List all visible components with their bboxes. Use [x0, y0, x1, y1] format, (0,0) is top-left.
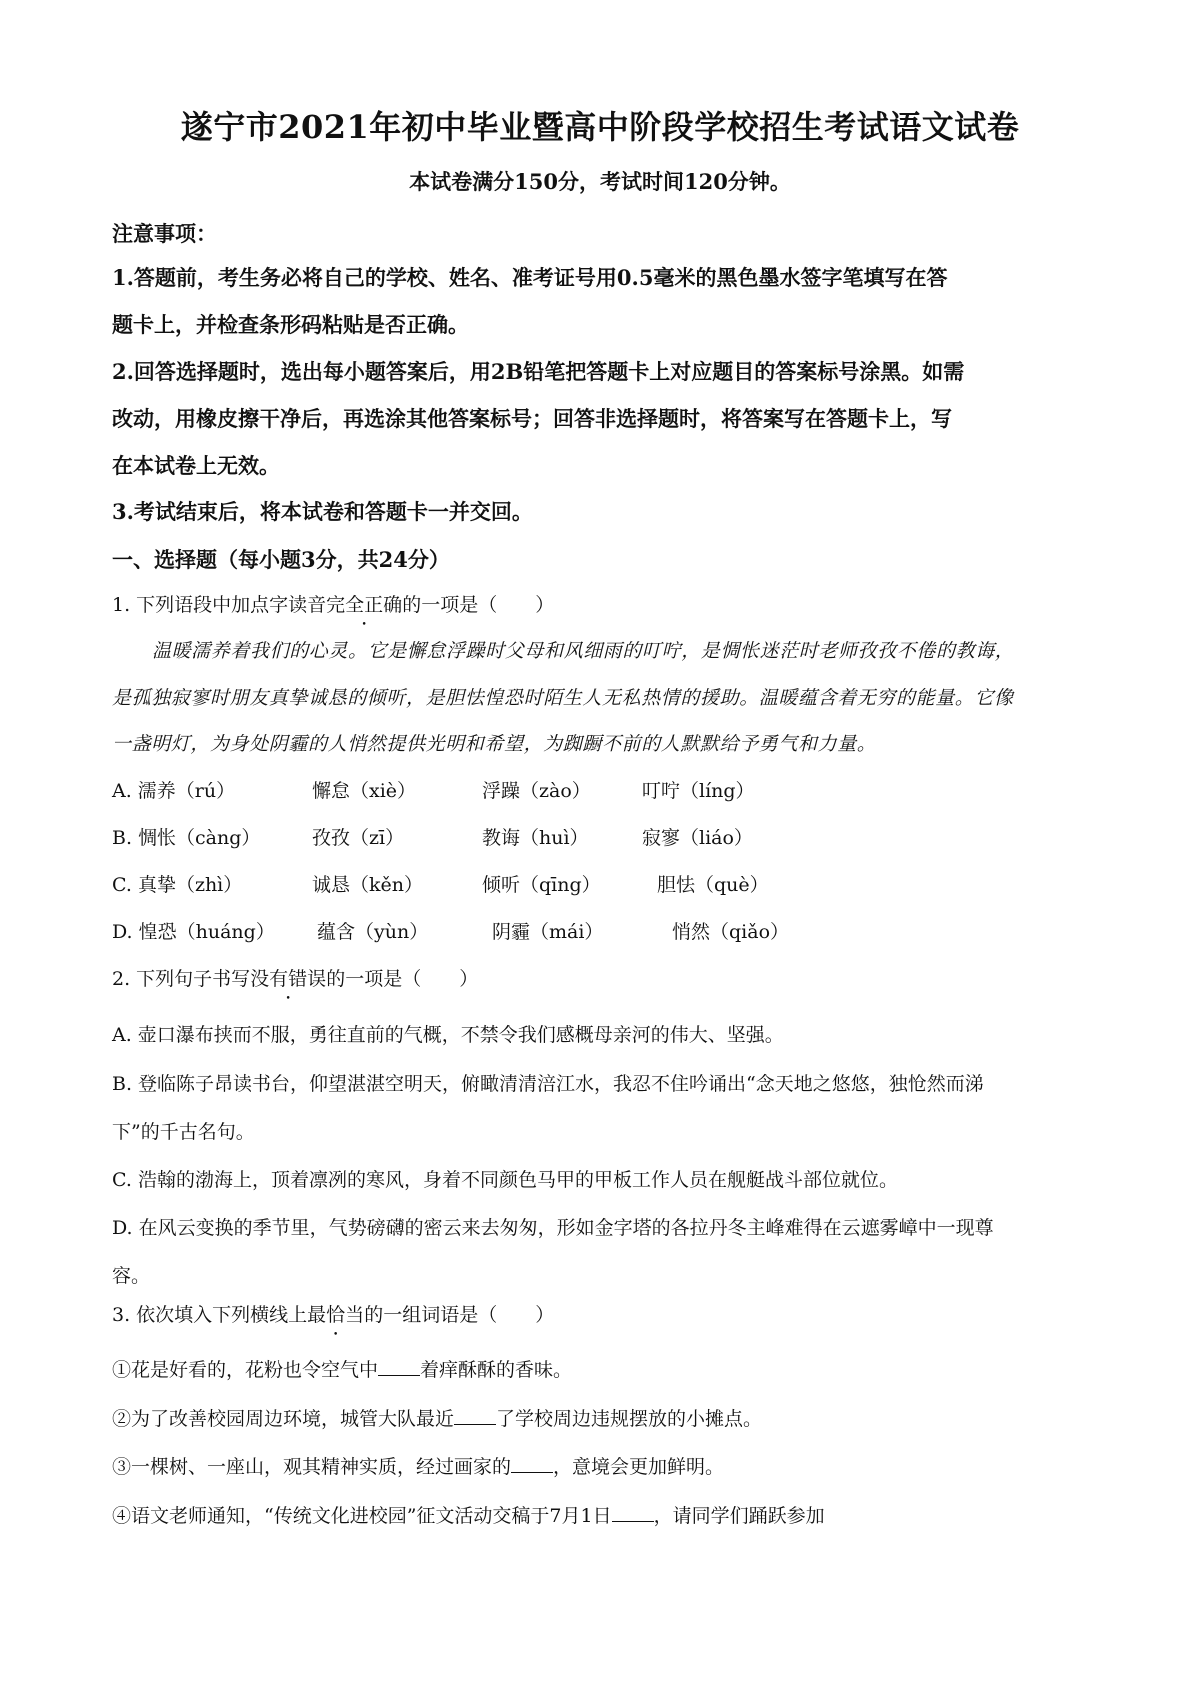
- question-stem-text: 的一项是（ ）: [326, 968, 479, 990]
- question-1-stem: [112, 590, 554, 617]
- exam-title: 遂宁市2021年初中毕业暨高中阶段学校招生考试语文试卷: [180, 108, 1020, 146]
- option-row-d: [112, 917, 1012, 943]
- fill-blank-item: [112, 1452, 724, 1479]
- option-item: C. 真挚（zhì）: [112, 874, 243, 896]
- fill-blank-item: [112, 1404, 762, 1431]
- note-line: 在本试卷上无效。: [112, 453, 280, 478]
- passage-line: 温暖濡养着我们的心灵。它是懈怠浮躁时父母和风细雨的叮咛，是惆怅迷茫时老师孜孜不倦的教诲，: [152, 640, 1015, 662]
- emphasis-text: 完全正确: [326, 594, 403, 616]
- passage-line: 是孤独寂寥时朋友真挚诚恳的倾听，是胆怯惶恐时陌生人无私热情的援助。温暖蕴含着无穷的能量。它像: [112, 687, 1014, 709]
- answer-line: 容。: [112, 1265, 151, 1287]
- answer-blank: [511, 1454, 553, 1473]
- question-stem-text: 的一项是（ ）: [402, 594, 555, 616]
- option-item: 胆怯（què）: [657, 874, 769, 896]
- fill-blank-text: ，请同学们踊跃参加: [653, 1505, 825, 1527]
- passage-line: 一盏明灯，为身处阴霾的人悄然提供光明和希望，为踟蹰不前的人默默给予勇气和力量。: [112, 733, 877, 755]
- answer-blank: [454, 1406, 496, 1425]
- fill-blank-text: 着痒酥酥的香味。: [420, 1359, 573, 1381]
- fill-blank-item: [112, 1501, 825, 1528]
- answer-line: 下”的千古名句。: [112, 1121, 255, 1143]
- emphasis-text: 没有错误: [250, 968, 327, 990]
- fill-blank-text: ，意境会更加鲜明。: [553, 1456, 725, 1478]
- answer-line: B. 登临陈子昂读书台，仰望湛湛空明天，俯瞰清清涪江水，我忍不住吟诵出“念天地之悠悠，独怆然而涕: [112, 1073, 984, 1095]
- note-line: 2.回答选择题时，选出每小题答案后，用2B铅笔把答题卡上对应题目的答案标号涂黑。如需: [112, 359, 965, 384]
- option-item: 倾听（qīng）: [482, 874, 601, 896]
- option-row-c: [112, 870, 1012, 896]
- question-stem-text: 3. 依次填入下列横线上: [112, 1304, 308, 1326]
- option-item: 寂寥（liáo）: [642, 827, 753, 849]
- option-item: 阴霾（mái）: [492, 921, 604, 943]
- option-item: D. 惶恐（huáng）: [112, 921, 275, 943]
- option-row-a: [112, 776, 1012, 802]
- option-item: A. 濡养（rú）: [112, 780, 236, 802]
- note-line: 题卡上，并检查条形码粘贴是否正确。: [112, 312, 469, 337]
- option-item: 蕴含（yùn）: [317, 921, 429, 943]
- exam-subtitle: 本试卷满分150分，考试时间120分钟。: [409, 169, 791, 194]
- section-heading: 一、选择题（每小题3分，共24分）: [112, 547, 450, 572]
- emphasis-text: 最恰当: [307, 1304, 365, 1326]
- fill-blank-text: ①花是好看的，花粉也令空气中: [112, 1359, 379, 1381]
- answer-blank: [378, 1357, 420, 1376]
- note-line: 3.考试结束后，将本试卷和答题卡一并交回。: [112, 499, 533, 524]
- fill-blank-text: ②为了改善校园周边环境，城管大队最近: [112, 1408, 455, 1430]
- answer-line: A. 壶口瀑布挟而不服，勇往直前的气概，不禁令我们感概母亲河的伟大、坚强。: [112, 1024, 784, 1046]
- option-item: 孜孜（zī）: [312, 827, 405, 849]
- fill-blank-text: ④语文老师通知，“传统文化进校园”征文活动交稿于7月1日: [112, 1505, 612, 1527]
- option-row-b: [112, 823, 1012, 849]
- question-stem-text: 2. 下列句子书写: [112, 968, 251, 990]
- question-3-stem: [112, 1300, 554, 1327]
- fill-blank-text: ③一棵树、一座山，观其精神实质，经过画家的: [112, 1456, 512, 1478]
- fill-blank-text: 了学校周边违规摆放的小摊点。: [496, 1408, 763, 1430]
- option-item: B. 惆怅（càng）: [112, 827, 261, 849]
- answer-blank: [612, 1503, 654, 1522]
- option-item: 叮咛（líng）: [642, 780, 755, 802]
- option-item: 懈怠（xiè）: [312, 780, 417, 802]
- question-stem-text: 的一组词语是（ ）: [364, 1304, 555, 1326]
- notes-heading: 注意事项：: [112, 221, 217, 246]
- option-item: 悄然（qiǎo）: [672, 921, 790, 943]
- question-2-stem: [112, 964, 478, 991]
- fill-blank-item: [112, 1355, 572, 1382]
- answer-line: C. 浩翰的渤海上，顶着凛冽的寒风，身着不同颜色马甲的甲板工作人员在舰艇战斗部位就位。: [112, 1169, 898, 1191]
- note-line: 改动，用橡皮擦干净后，再选涂其他答案标号；回答非选择题时，将答案写在答题卡上，写: [112, 406, 952, 431]
- note-line: 1.答题前，考生务必将自己的学校、姓名、准考证号用0.5毫米的黑色墨水签字笔填写在答: [112, 265, 948, 290]
- option-item: 浮躁（zào）: [482, 780, 591, 802]
- option-item: 教诲（huì）: [482, 827, 589, 849]
- question-stem-text: 1. 下列语段中加点字读音: [112, 594, 327, 616]
- answer-line: D. 在风云变换的季节里，气势磅礴的密云来去匆匆，形如金字塔的各拉丹冬主峰难得在云遮雾嶂中一现尊: [112, 1217, 994, 1239]
- option-item: 诚恳（kěn）: [312, 874, 423, 896]
